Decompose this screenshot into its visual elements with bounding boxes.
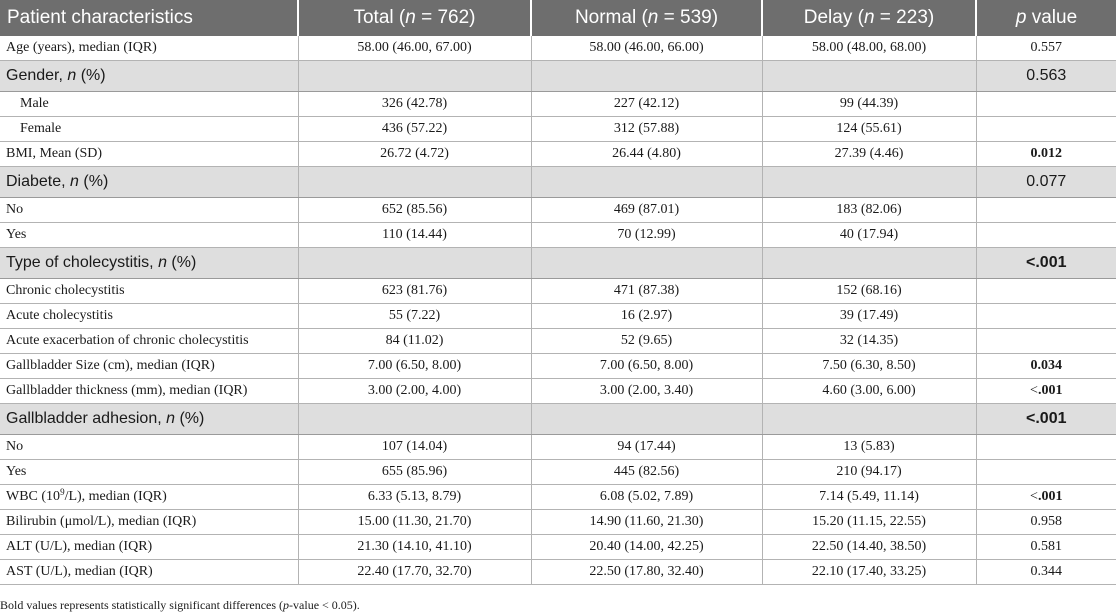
row-label: WBC $(10^9/L)$, median (IQR) <box>0 485 298 510</box>
table-row <box>0 535 1116 560</box>
table-row <box>0 36 1116 61</box>
total-value: 26.72 (4.72) <box>298 142 531 167</box>
row-label: Acute exacerbation of chronic cholecystitis <box>0 329 298 354</box>
table-row <box>0 485 1116 510</box>
row-label: No <box>0 435 298 460</box>
section-row-adhesion <box>0 404 1116 435</box>
p-value <box>976 279 1116 304</box>
normal-value: 471 (87.38) <box>531 279 762 304</box>
p-value: <.001 <box>976 485 1116 510</box>
header-delay: Delay (n = 223) <box>762 0 976 36</box>
row-label: No <box>0 198 298 223</box>
delay-value: 58.00 (48.00, 68.00) <box>762 36 976 61</box>
p-value: 0.034 <box>976 354 1116 379</box>
row-label: Female <box>0 117 298 142</box>
delay-value: 7.14 (5.49, 11.14) <box>762 485 976 510</box>
row-label: Bilirubin (μmol/L), median (IQR) <box>0 510 298 535</box>
section-label: Gallbladder adhesion, n (%) <box>0 404 298 435</box>
p-value <box>976 304 1116 329</box>
p-value <box>976 460 1116 485</box>
delay-value: 210 (94.17) <box>762 460 976 485</box>
normal-value: 58.00 (46.00, 66.00) <box>531 36 762 61</box>
header-p-value: p value <box>976 0 1116 36</box>
total-value: 3.00 (2.00, 4.00) <box>298 379 531 404</box>
delay-value: 15.20 (11.15, 22.55) <box>762 510 976 535</box>
normal-value: 469 (87.01) <box>531 198 762 223</box>
delay-value: 183 (82.06) <box>762 198 976 223</box>
table-row <box>0 304 1116 329</box>
normal-value: 94 (17.44) <box>531 435 762 460</box>
delay-value: 22.10 (17.40, 33.25) <box>762 560 976 585</box>
total-value: 58.00 (46.00, 67.00) <box>298 36 531 61</box>
row-label: Chronic cholecystitis <box>0 279 298 304</box>
normal-value: 22.50 (17.80, 32.40) <box>531 560 762 585</box>
p-value: 0.581 <box>976 535 1116 560</box>
normal-value: 445 (82.56) <box>531 460 762 485</box>
normal-value: 70 (12.99) <box>531 223 762 248</box>
normal-value: 20.40 (14.00, 42.25) <box>531 535 762 560</box>
total-value: 6.33 (5.13, 8.79) <box>298 485 531 510</box>
delay-value: 32 (14.35) <box>762 329 976 354</box>
total-value: 655 (85.96) <box>298 460 531 485</box>
row-label: AST (U/L), median (IQR) <box>0 560 298 585</box>
total-value: 21.30 (14.10, 41.10) <box>298 535 531 560</box>
table-row <box>0 198 1116 223</box>
total-value: 652 (85.56) <box>298 198 531 223</box>
table-row <box>0 223 1116 248</box>
table-row <box>0 379 1116 404</box>
row-label: ALT (U/L), median (IQR) <box>0 535 298 560</box>
table-row <box>0 435 1116 460</box>
p-value: 0.557 <box>976 36 1116 61</box>
header-normal: Normal (n = 539) <box>531 0 762 36</box>
total-value: 55 (7.22) <box>298 304 531 329</box>
total-value: 623 (81.76) <box>298 279 531 304</box>
delay-value: 4.60 (3.00, 6.00) <box>762 379 976 404</box>
section-label: Gender, n (%) <box>0 61 298 92</box>
delay-value: 40 (17.94) <box>762 223 976 248</box>
delay-value: 22.50 (14.40, 38.50) <box>762 535 976 560</box>
p-value <box>976 223 1116 248</box>
header-total: Total (n = 762) <box>298 0 531 36</box>
normal-value: 227 (42.12) <box>531 92 762 117</box>
table-row <box>0 329 1116 354</box>
total-value: 15.00 (11.30, 21.70) <box>298 510 531 535</box>
p-value: 0.077 <box>976 167 1116 198</box>
row-label: Age (years), median (IQR) <box>0 36 298 61</box>
delay-value: 27.39 (4.46) <box>762 142 976 167</box>
p-value <box>976 92 1116 117</box>
p-value: <.001 <box>976 404 1116 435</box>
total-value: 7.00 (6.50, 8.00) <box>298 354 531 379</box>
p-value <box>976 117 1116 142</box>
row-label: Gallbladder Size (cm), median (IQR) <box>0 354 298 379</box>
section-row-diabete <box>0 167 1116 198</box>
p-value: <.001 <box>976 379 1116 404</box>
table-footnote: Bold values represents statistically significant differences (p-value < 0.05). <box>0 598 360 612</box>
p-value <box>976 435 1116 460</box>
normal-value: 6.08 (5.02, 7.89) <box>531 485 762 510</box>
table-row <box>0 279 1116 304</box>
table-row <box>0 92 1116 117</box>
table-header-row <box>0 0 1116 36</box>
delay-value: 13 (5.83) <box>762 435 976 460</box>
p-value: 0.563 <box>976 61 1116 92</box>
table-row <box>0 460 1116 485</box>
section-label: Type of cholecystitis, n (%) <box>0 248 298 279</box>
normal-value: 14.90 (11.60, 21.30) <box>531 510 762 535</box>
p-value: 0.958 <box>976 510 1116 535</box>
total-value: 84 (11.02) <box>298 329 531 354</box>
row-label: Yes <box>0 460 298 485</box>
p-value: 0.012 <box>976 142 1116 167</box>
row-label: BMI, Mean (SD) <box>0 142 298 167</box>
delay-value: 152 (68.16) <box>762 279 976 304</box>
p-value: 0.344 <box>976 560 1116 585</box>
normal-value: 7.00 (6.50, 8.00) <box>531 354 762 379</box>
total-value: 326 (42.78) <box>298 92 531 117</box>
normal-value: 3.00 (2.00, 3.40) <box>531 379 762 404</box>
table-row <box>0 117 1116 142</box>
table-row <box>0 560 1116 585</box>
total-value: 107 (14.04) <box>298 435 531 460</box>
total-value: 110 (14.44) <box>298 223 531 248</box>
delay-value: 7.50 (6.30, 8.50) <box>762 354 976 379</box>
p-value: <.001 <box>976 248 1116 279</box>
section-row-gender <box>0 61 1116 92</box>
normal-value: 16 (2.97) <box>531 304 762 329</box>
p-value <box>976 198 1116 223</box>
total-value: 436 (57.22) <box>298 117 531 142</box>
normal-value: 312 (57.88) <box>531 117 762 142</box>
delay-value: 99 (44.39) <box>762 92 976 117</box>
section-row-cholecystitis <box>0 248 1116 279</box>
delay-value: 39 (17.49) <box>762 304 976 329</box>
section-label: Diabete, n (%) <box>0 167 298 198</box>
table-row <box>0 142 1116 167</box>
normal-value: 52 (9.65) <box>531 329 762 354</box>
header-characteristics: Patient characteristics <box>0 0 298 36</box>
normal-value: 26.44 (4.80) <box>531 142 762 167</box>
table-row <box>0 354 1116 379</box>
delay-value: 124 (55.61) <box>762 117 976 142</box>
row-label: Yes <box>0 223 298 248</box>
p-value <box>976 329 1116 354</box>
row-label: Male <box>0 92 298 117</box>
row-label: Gallbladder thickness (mm), median (IQR) <box>0 379 298 404</box>
total-value: 22.40 (17.70, 32.70) <box>298 560 531 585</box>
table-row <box>0 510 1116 535</box>
row-label: Acute cholecystitis <box>0 304 298 329</box>
